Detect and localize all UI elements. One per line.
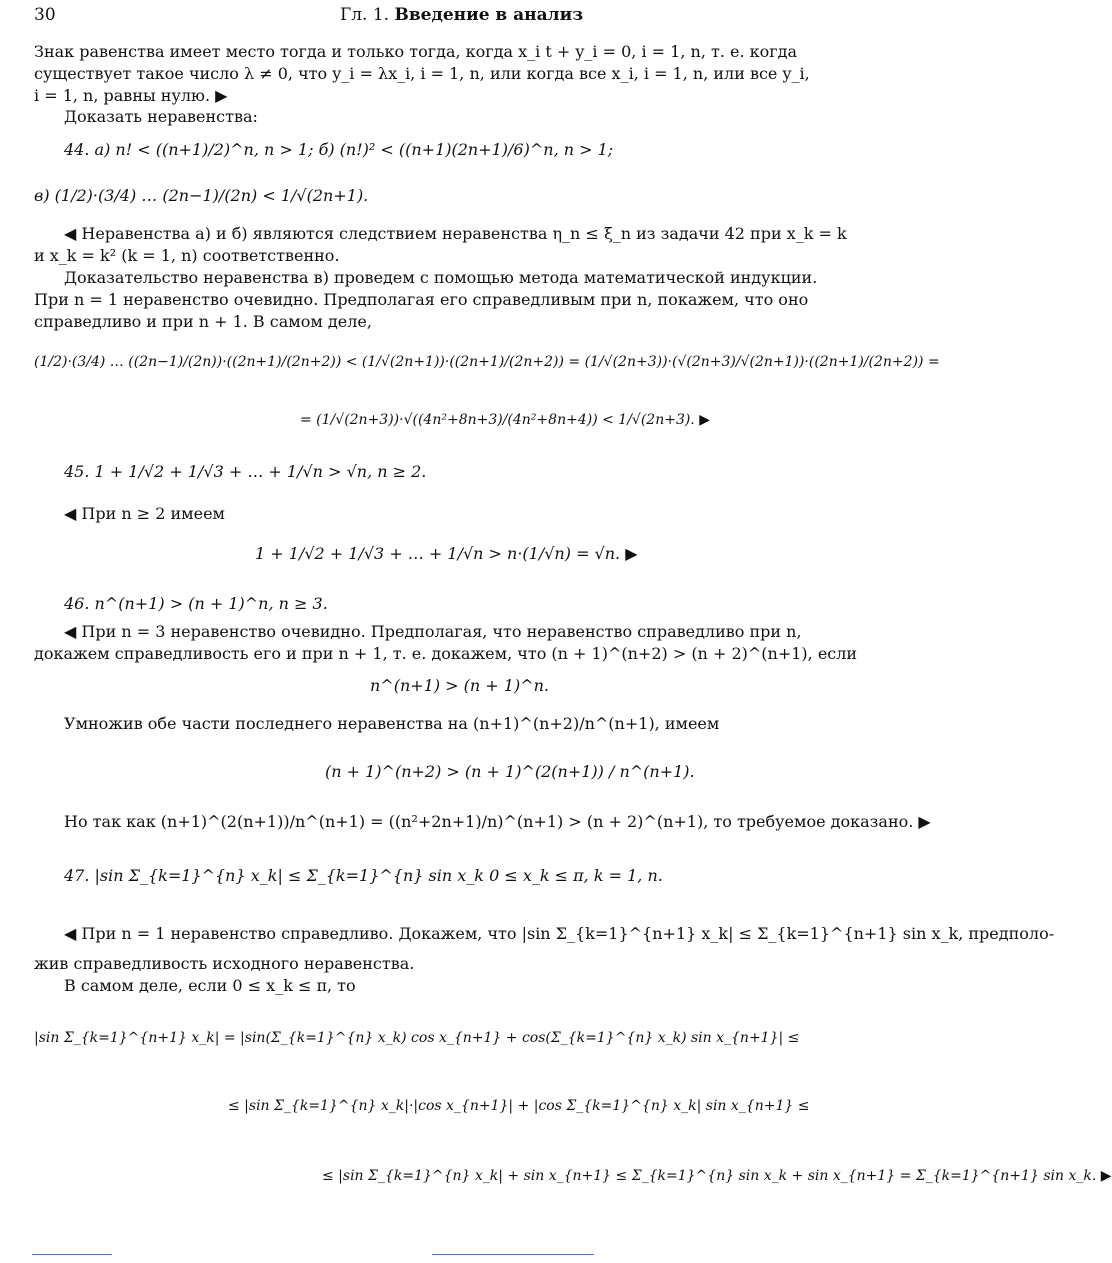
text-line: ◀ При n ≥ 2 имеем <box>64 504 225 523</box>
problem-47: 47. |sin Σ_{k=1}^{n} x_k| ≤ Σ_{k=1}^{n} sin x_k 0 ≤ x_k ≤ π, k = 1, n. <box>64 866 663 885</box>
text-line: ◀ При n = 3 неравенство очевидно. Предполагая, что неравенство справедливо при n, <box>64 622 802 641</box>
text-line: При n = 1 неравенство очевидно. Предполагая его справедливым при n, покажем, что оно <box>34 290 809 309</box>
footer-link-underline[interactable] <box>32 1254 112 1255</box>
chapter-prefix: Гл. 1. <box>340 5 390 25</box>
text-line: Знак равенства имеет место тогда и только тогда, когда x_i t + y_i = 0, i = 1, n, т. е. когда <box>34 42 798 61</box>
problem-46: 46. n^(n+1) > (n + 1)^n, n ≥ 3. <box>64 594 328 613</box>
formula-induction-2: = (1/√(2n+3))·√((4n²+8n+3)/(4n²+8n+4)) < 1/√(2n+3). ▶ <box>300 412 710 428</box>
page-number: 30 <box>34 5 56 25</box>
text-line: Умножив обе части последнего неравенства на (n+1)^(n+2)/n^(n+1), имеем <box>64 714 720 733</box>
formula-46b: (n + 1)^(n+2) > (n + 1)^(2(n+1)) / n^(n+1). <box>325 762 695 781</box>
formula-47c: ≤ |sin Σ_{k=1}^{n} x_k| + sin x_{n+1} ≤ Σ_{k=1}^{n} sin x_k + sin x_{n+1} = Σ_{k=1}^{n+1} sin x_k. ▶ <box>322 1168 1112 1184</box>
text-line: и x_k = k² (k = 1, n) соответственно. <box>34 246 340 265</box>
formula-46a: n^(n+1) > (n + 1)^n. <box>370 676 550 695</box>
text-line: Доказать неравенства: <box>64 107 258 126</box>
text-line: i = 1, n, равны нулю. ▶ <box>34 86 228 105</box>
running-header <box>340 5 583 25</box>
formula-45: 1 + 1/√2 + 1/√3 + … + 1/√n > n·(1/√n) = √n. ▶ <box>255 544 638 563</box>
chapter-title: Введение в анализ <box>394 5 584 25</box>
formula-47a: |sin Σ_{k=1}^{n+1} x_k| = |sin(Σ_{k=1}^{n} x_k) cos x_{n+1} + cos(Σ_{k=1}^{n} x_k) sin x_{n+1}| ≤ <box>34 1030 800 1046</box>
text-line: докажем справедливость его и при n + 1, т. е. докажем, что (n + 1)^(n+2) > (n + 2)^(n+1), если <box>34 644 858 663</box>
text-line: жив справедливость исходного неравенства. <box>34 954 415 973</box>
text-line: ◀ При n = 1 неравенство справедливо. Докажем, что |sin Σ_{k=1}^{n+1} x_k| ≤ Σ_{k=1}^{n+1} sin x_k, предполо- <box>64 924 1055 943</box>
text-line: Но так как (n+1)^(2(n+1))/n^(n+1) = ((n²+2n+1)/n)^(n+1) > (n + 2)^(n+1), то требуемое доказано. ▶ <box>64 812 931 831</box>
text-line: справедливо и при n + 1. В самом деле, <box>34 312 372 331</box>
formula-47b: ≤ |sin Σ_{k=1}^{n} x_k|·|cos x_{n+1}| + |cos Σ_{k=1}^{n} x_k| sin x_{n+1} ≤ <box>228 1098 810 1114</box>
problem-45: 45. 1 + 1/√2 + 1/√3 + … + 1/√n > √n, n ≥ 2. <box>64 462 427 481</box>
footer-link-underline[interactable] <box>432 1254 594 1255</box>
problem-44: 44. а) n! < ((n+1)/2)^n, n > 1; б) (n!)² < ((n+1)(2n+1)/6)^n, n > 1; <box>64 140 614 159</box>
text-line: В самом деле, если 0 ≤ x_k ≤ π, то <box>64 976 356 995</box>
text-line: Доказательство неравенства в) проведем с помощью метода математической индукции. <box>64 268 818 287</box>
text-line: существует такое число λ ≠ 0, что y_i = λx_i, i = 1, n, или когда все x_i, i = 1, n, или все y_i, <box>34 64 810 83</box>
formula-induction-1: (1/2)·(3/4) … ((2n−1)/(2n))·((2n+1)/(2n+2)) < (1/√(2n+1))·((2n+1)/(2n+2)) = (1/√(2n+3))·(√(2n+3)/√(2n+1))·((2n+1)/(2n+2)) = <box>34 354 940 370</box>
formula-44c: в) (1/2)·(3/4) … (2n−1)/(2n) < 1/√(2n+1). <box>34 186 369 205</box>
text-line: ◀ Неравенства а) и б) являются следствием неравенства η_n ≤ ξ_n из задачи 42 при x_k = k <box>64 224 847 243</box>
